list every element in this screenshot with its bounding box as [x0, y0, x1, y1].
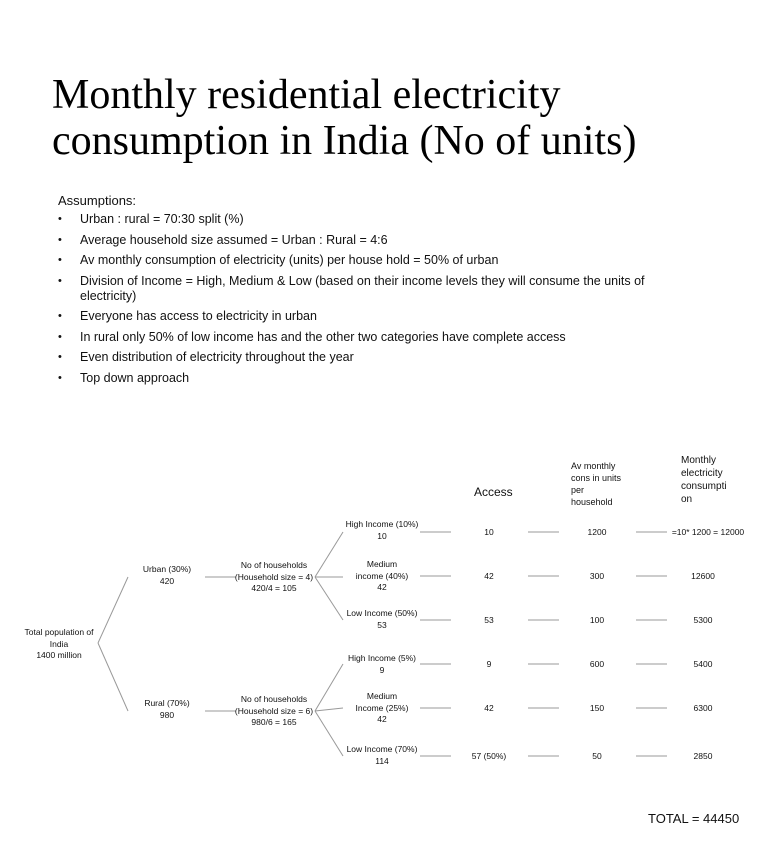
connector-line	[315, 664, 343, 711]
monthly-consumption-cell: =10* 1200 = 12000	[671, 527, 745, 537]
income-label: Low Income (50%)	[346, 608, 418, 618]
rural-households-value: 980/6 = 165	[251, 717, 297, 727]
income-value: 114	[375, 755, 389, 766]
avg-consumption-cell: 100	[589, 615, 605, 625]
income-node-rural-medium	[344, 691, 420, 726]
urban-households-label: No of households (Household size = 4)	[234, 560, 314, 582]
monthly-consumption-cell: 2850	[693, 751, 713, 761]
income-node-rural-high	[344, 653, 420, 676]
assumption-text: In rural only 50% of low income has and the other two categories have complete access	[80, 329, 566, 344]
connector-line	[315, 532, 343, 577]
avg-consumption-cell: 1200	[587, 527, 607, 537]
income-value: 53	[377, 619, 387, 630]
bullet-icon: •	[58, 351, 62, 363]
rural-label: Rural (70%)	[144, 698, 190, 708]
bullet-icon: •	[58, 310, 62, 322]
urban-label: Urban (30%)	[142, 564, 192, 574]
rural-node	[132, 698, 202, 721]
income-value: 10	[377, 530, 387, 541]
bullet-icon: •	[58, 254, 62, 266]
monthly-consumption-header: Monthly electricity consumpti on	[681, 455, 727, 505]
monthly-consumption-cell: 6300	[693, 703, 713, 713]
bullet-icon: •	[58, 213, 62, 225]
bullet-icon: •	[58, 371, 62, 384]
assumption-text: Division of Income = High, Medium & Low (based on their income levels they will consume the units of electricity)	[80, 273, 645, 303]
root-value: 1400 million	[36, 650, 82, 660]
assumptions-heading: Assumptions:	[58, 193, 137, 208]
assumption-text: Av monthly consumption of electricity (units) per house hold = 50% of urban	[80, 253, 499, 267]
access-header: Access	[474, 485, 513, 499]
root-label: Total population of India	[24, 627, 94, 649]
avg-consumption-cell: 600	[589, 659, 605, 669]
slide-title: Monthly residential electricity consumption in India (No of units)	[52, 72, 637, 164]
access-cell: 9	[486, 659, 492, 669]
rural-households-label: No of households (Household size = 6)	[234, 694, 314, 716]
connector-line	[315, 711, 343, 756]
access-cell: 10	[484, 527, 494, 537]
avg-consumption-cell: 50	[592, 751, 602, 761]
rural-value: 980	[159, 709, 175, 720]
income-label: Low Income (70%)	[346, 744, 418, 754]
root-node	[22, 627, 96, 662]
rural-households-node	[232, 694, 316, 729]
income-node-urban-medium	[344, 559, 420, 594]
income-label: Medium income (40%)	[355, 559, 409, 581]
bullet-icon: •	[58, 330, 62, 343]
access-cell: 42	[484, 571, 494, 581]
avg-consumption-cell: 150	[589, 703, 605, 713]
connector-line	[98, 577, 128, 643]
total-label: TOTAL = 44450	[648, 811, 740, 826]
assumption-text: Urban : rural = 70:30 split (%)	[80, 212, 244, 226]
income-node-urban-low	[344, 608, 420, 631]
monthly-consumption-cell: 5400	[693, 659, 713, 669]
access-cell: 42	[484, 703, 494, 713]
connector-line	[98, 643, 128, 711]
avg-consumption-cell: 300	[589, 571, 605, 581]
income-value: 9	[379, 664, 385, 675]
urban-value: 420	[159, 575, 175, 586]
assumption-text: Average household size assumed = Urban : Rural = 4:6	[80, 232, 388, 247]
monthly-consumption-cell: 5300	[693, 615, 713, 625]
income-label: Medium Income (25%)	[355, 691, 409, 713]
bullet-icon: •	[58, 233, 62, 246]
urban-node	[132, 564, 202, 587]
connector-line	[315, 577, 343, 620]
avg-consumption-header: Av monthly cons in units per household	[571, 461, 622, 507]
access-cell: 53	[484, 615, 494, 625]
assumption-text: Everyone has access to electricity in urban	[80, 309, 317, 323]
income-node-rural-low	[344, 744, 420, 767]
income-value: 42	[377, 714, 387, 724]
assumption-text: Top down approach	[80, 370, 190, 385]
assumption-text: Even distribution of electricity throughout the year	[80, 350, 354, 364]
income-label: High Income (10%)	[345, 519, 419, 529]
bullet-icon: •	[58, 274, 62, 287]
urban-households-node	[232, 560, 316, 595]
connector-line	[315, 708, 343, 711]
income-value: 42	[377, 582, 387, 592]
access-cell: 57 (50%)	[471, 751, 507, 761]
income-label: High Income (5%)	[347, 653, 417, 663]
urban-households-value: 420/4 = 105	[251, 583, 297, 593]
income-node-urban-high	[344, 519, 420, 542]
monthly-consumption-cell: 12600	[691, 571, 715, 581]
